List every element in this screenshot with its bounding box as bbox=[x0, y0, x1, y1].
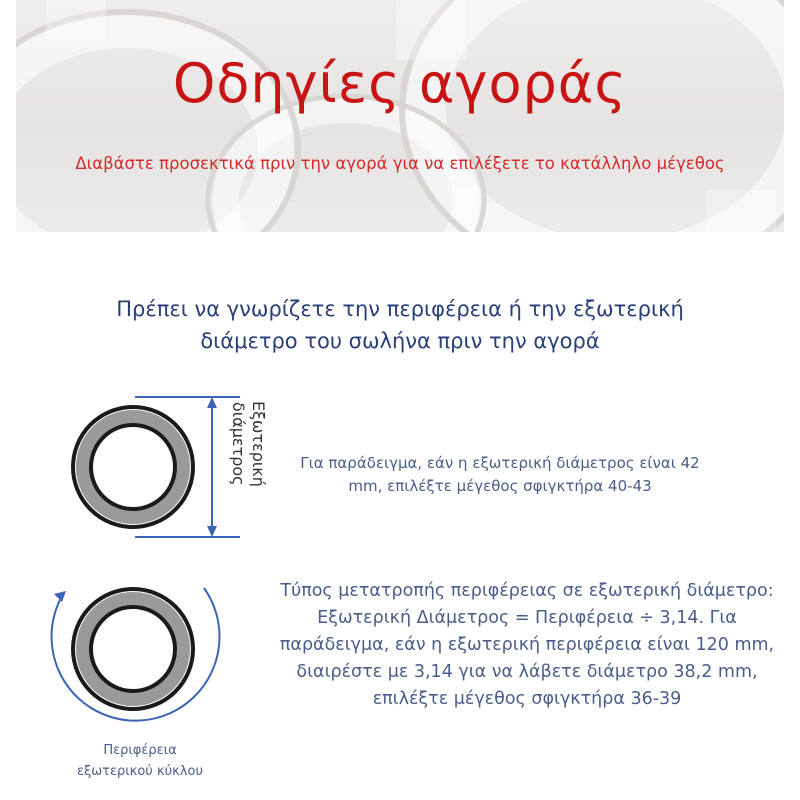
pipe-ring-icon bbox=[73, 407, 193, 527]
section-heading-line2: διάμετρο του σωλήνα πριν την αγορά bbox=[200, 329, 600, 353]
conversion-formula-text: Τύπος μετατροπής περιφέρειας σε εξωτερική διάμετρο: Εξωτερική Διάμετρος = Περιφέρεια ÷ 3,14. Για παράδειγμα, εάν η εξωτερική περιφέρεια είναι 120 mm, διαιρέστε με 3,14 για να λάβετε διάμετρο 38,2 mm, επιλέξτε μέγεθος σφιγκτήρα 36-39 bbox=[279, 581, 775, 709]
page-subtitle: Διαβάστε προσεκτικά πριν την αγορά για να επιλέξετε το κατάλληλο μέγεθος bbox=[75, 154, 725, 173]
banner bbox=[16, 0, 784, 232]
circumference-label bbox=[40, 740, 240, 782]
circumference-label-line1: Περιφέρεια bbox=[103, 743, 177, 758]
pipe-circumference-diagram bbox=[40, 560, 240, 750]
outer-diameter-label: Εξωτερική διάμετρος bbox=[229, 401, 268, 487]
hose-clamps-background-image bbox=[16, 0, 784, 232]
diameter-example-text: Για παράδειγμα, εάν η εξωτερική διάμετρος είναι 42 mm, επιλέξτε μέγεθος σφιγκτήρα 40-43 bbox=[300, 454, 700, 495]
section-heading-line1: Πρέπει να γνωρίζετε την περιφέρεια ή την εξωτερική bbox=[116, 297, 684, 321]
circumference-label-line2: εξωτερικού κύκλου bbox=[77, 764, 203, 779]
section-heading bbox=[40, 293, 760, 357]
diameter-arrow-icon bbox=[207, 397, 217, 537]
page-title: Οδηγίες αγοράς bbox=[172, 52, 628, 115]
pipe-ring-icon bbox=[73, 589, 193, 709]
